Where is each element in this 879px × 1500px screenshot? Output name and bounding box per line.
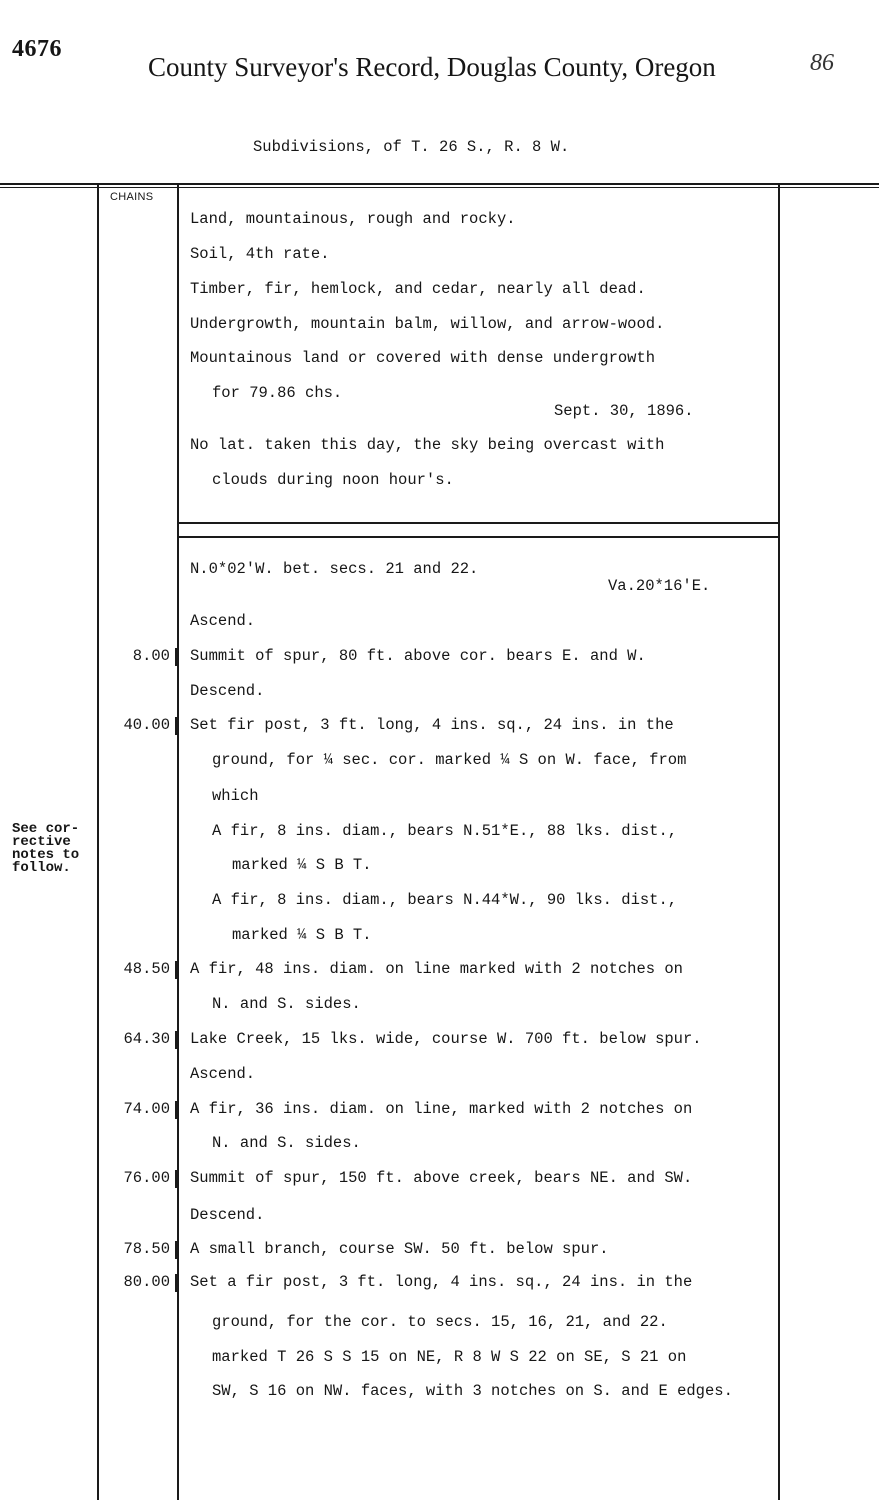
chain-distance: 8.00 [132, 647, 170, 665]
field-note-line: marked T 26 S S 15 on NE, R 8 W S 22 on SE, S 21 on [212, 1348, 687, 1366]
field-note-line: A fir, 8 ins. diam., bears N.44*W., 90 lks. dist., [212, 891, 678, 909]
magnetic-variation: Va.20*16'E. [608, 577, 711, 595]
field-note-line: Summit of spur, 150 ft. above creek, bears NE. and SW. [190, 1169, 693, 1187]
field-note-line: Descend. [190, 682, 265, 700]
entry-separator-tick [175, 1274, 177, 1292]
section-divider-lower [179, 536, 778, 538]
field-note-line: N. and S. sides. [212, 1134, 361, 1152]
field-note-line: No lat. taken this day, the sky being overcast with [190, 436, 665, 454]
field-note-line: marked ¼ S B T. [232, 926, 372, 944]
chain-distance: 78.50 [123, 1240, 170, 1258]
chains-column-rule [177, 185, 179, 1500]
chain-distance: 64.30 [123, 1030, 170, 1048]
field-note-line: marked ¼ S B T. [232, 856, 372, 874]
chain-distance: 74.00 [123, 1100, 170, 1118]
field-note-line: ground, for the cor. to secs. 15, 16, 21, and 22. [212, 1313, 668, 1331]
chain-distance: 40.00 [123, 716, 170, 734]
entry-separator-tick [175, 1101, 177, 1119]
field-note-line: Timber, fir, hemlock, and cedar, nearly all dead. [190, 280, 646, 298]
entry-separator-tick [175, 1241, 177, 1259]
field-note-line: which [212, 787, 259, 805]
field-note-line: A fir, 36 ins. diam. on line, marked with 2 notches on [190, 1100, 693, 1118]
subdivision-subtitle: Subdivisions, of T. 26 S., R. 8 W. [253, 138, 570, 156]
field-note-line: Undergrowth, mountain balm, willow, and arrow-wood. [190, 315, 665, 333]
field-note-line: A fir, 48 ins. diam. on line marked with 2 notches on [190, 960, 683, 978]
field-note-line: Ascend. [190, 612, 256, 630]
entry-separator-tick [175, 1170, 177, 1188]
field-note-line: Mountainous land or covered with dense undergrowth [190, 349, 656, 367]
field-note-line: N. and S. sides. [212, 995, 361, 1013]
entry-separator-tick [175, 1031, 177, 1049]
field-note-line: Set fir post, 3 ft. long, 4 ins. sq., 24 ins. in the [190, 716, 674, 734]
corrective-notes-margin-note: See cor- rective notes to follow. [12, 821, 80, 876]
top-rule-inner [0, 187, 879, 188]
entry-separator-tick [175, 648, 177, 666]
top-rule [0, 183, 879, 185]
record-title: County Surveyor's Record, Douglas County, Oregon [148, 52, 716, 82]
field-note-line: SW, S 16 on NW. faces, with 3 notches on S. and E edges. [212, 1382, 733, 1400]
field-note-line: Lake Creek, 15 lks. wide, course W. 700 ft. below spur. [190, 1030, 702, 1048]
line-heading: N.0*02'W. bet. secs. 21 and 22. [190, 560, 479, 578]
field-note-line: Summit of spur, 80 ft. above cor. bears E. and W. [190, 647, 646, 665]
entry-separator-tick [175, 961, 177, 979]
field-note-line: Descend. [190, 1206, 265, 1224]
field-note-line: clouds during noon hour's. [212, 471, 454, 489]
entry-separator-tick [175, 717, 177, 735]
field-note-line: for 79.86 chs. [212, 384, 343, 402]
right-box-rule [778, 185, 780, 1500]
page-number: 4676 [12, 36, 62, 62]
field-note-line: Land, mountainous, rough and rocky. [190, 210, 516, 228]
chain-distance: 80.00 [123, 1273, 170, 1291]
field-note-line: Set a fir post, 3 ft. long, 4 ins. sq., 24 ins. in the [190, 1273, 693, 1291]
field-note-line: Ascend. [190, 1065, 256, 1083]
field-note-line: Soil, 4th rate. [190, 245, 330, 263]
field-note-date: Sept. 30, 1896. [554, 402, 694, 420]
field-note-line: A small branch, course SW. 50 ft. below spur. [190, 1240, 609, 1258]
chain-distance: 76.00 [123, 1169, 170, 1187]
handwritten-page-number: 86 [810, 50, 834, 76]
field-note-line: A fir, 8 ins. diam., bears N.51*E., 88 lks. dist., [212, 822, 678, 840]
chain-distance: 48.50 [123, 960, 170, 978]
chains-column-header: CHAINS [110, 191, 154, 203]
field-note-line: ground, for ¼ sec. cor. marked ¼ S on W. face, from [212, 751, 687, 769]
section-divider-upper [179, 522, 778, 524]
